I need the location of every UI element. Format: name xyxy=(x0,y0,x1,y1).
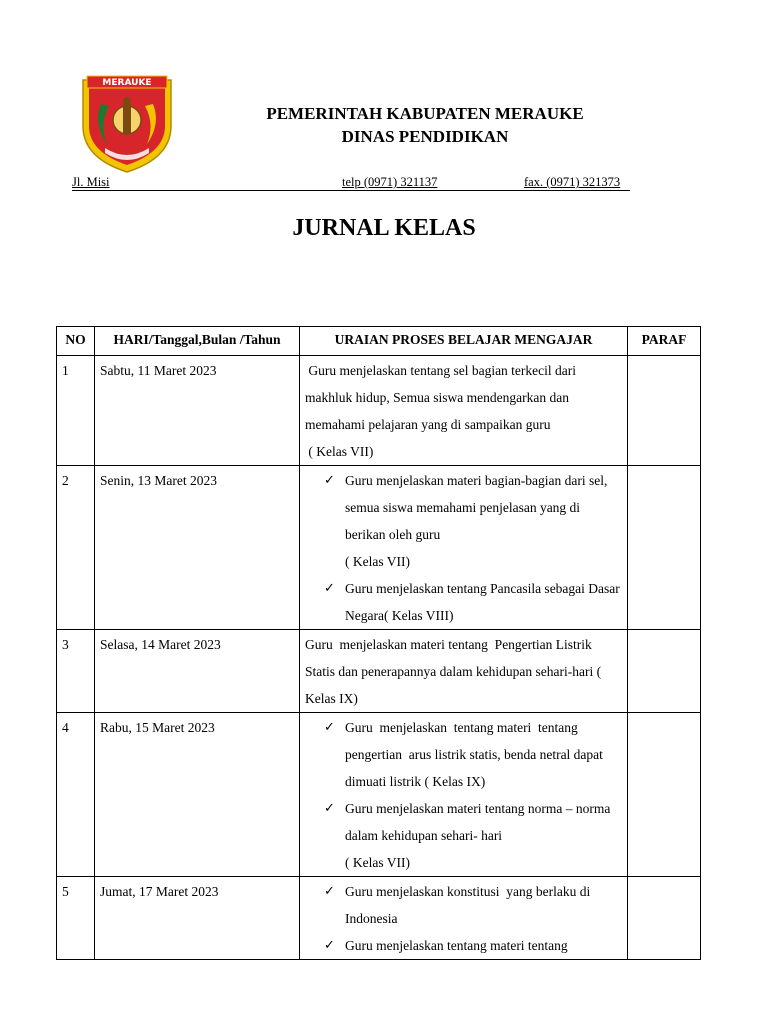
row-number: 5 xyxy=(57,877,95,960)
table-header-row xyxy=(57,327,701,356)
description-text: Guru menjelaskan materi bagian-bagian dari sel, semua siswa memahami penjelasan yang di berikan oleh guru xyxy=(345,473,608,542)
fax-text: fax. (0971) 321373 xyxy=(524,175,621,189)
document-title: JURNAL KELAS xyxy=(292,215,476,241)
table-row xyxy=(57,713,701,877)
description-item: ✓ Guru menjelaskan tentang materi tentang xyxy=(345,932,622,959)
row-number: 3 xyxy=(57,630,95,713)
telephone-text: telp (0971) 321137 xyxy=(342,175,438,189)
row-description xyxy=(300,877,628,960)
row-paraf xyxy=(628,466,701,630)
description-text: Guru menjelaskan materi tentang norma – norma dalam kehidupan sehari- hari xyxy=(345,801,611,843)
class-note: ( Kelas VII) xyxy=(345,554,410,569)
row-paraf xyxy=(628,877,701,960)
header-paraf: PARAF xyxy=(628,327,701,356)
row-date: Senin, 13 Maret 2023 xyxy=(95,466,300,630)
header-description: URAIAN PROSES BELAJAR MENGAJAR xyxy=(300,327,628,356)
row-paraf xyxy=(628,356,701,466)
row-date: Rabu, 15 Maret 2023 xyxy=(95,713,300,877)
row-description xyxy=(300,466,628,630)
row-number: 4 xyxy=(57,713,95,877)
journal-table xyxy=(56,326,701,960)
logo-label: MERAUKE xyxy=(102,78,152,88)
contact-line xyxy=(72,175,630,191)
table-row xyxy=(57,877,701,960)
description-text: Guru menjelaskan materi tentang Pengertian Listrik Statis dan penerapannya dalam kehidupan sehari-hari ( Kelas IX) xyxy=(305,637,605,706)
description-item xyxy=(345,795,622,876)
row-date: Selasa, 14 Maret 2023 xyxy=(95,630,300,713)
agency-title: PEMERINTAH KABUPATEN MERAUKE xyxy=(266,104,584,123)
table-row xyxy=(57,466,701,630)
description-item: ✓ Guru menjelaskan tentang Pancasila sebagai Dasar Negara( Kelas VIII) xyxy=(345,575,622,629)
department-title: DINAS PENDIDIKAN xyxy=(341,127,509,146)
address-text: Jl. Misi xyxy=(72,175,110,189)
table-row xyxy=(57,630,701,713)
row-description xyxy=(300,356,628,466)
row-number: 2 xyxy=(57,466,95,630)
description-item: ✓ Guru menjelaskan konstitusi yang berlaku di Indonesia xyxy=(345,878,622,932)
row-number: 1 xyxy=(57,356,95,466)
row-description xyxy=(300,713,628,877)
description-item: ✓ Guru menjelaskan tentang materi tentang pengertian arus listrik statis, benda netral dapat dimuati listrik ( Kelas IX) xyxy=(345,714,622,795)
row-date: Sabtu, 11 Maret 2023 xyxy=(95,356,300,466)
header-no: NO xyxy=(57,327,95,356)
header-date: HARI/Tanggal,Bulan /Tahun xyxy=(95,327,300,356)
row-paraf xyxy=(628,630,701,713)
class-note: ( Kelas VII) xyxy=(305,444,374,459)
row-date: Jumat, 17 Maret 2023 xyxy=(95,877,300,960)
row-paraf xyxy=(628,713,701,877)
table-row xyxy=(57,356,701,466)
class-note: ( Kelas VII) xyxy=(345,855,410,870)
row-description xyxy=(300,630,628,713)
merauke-logo xyxy=(79,74,175,174)
description-text: Guru menjelaskan tentang sel bagian terkecil dari makhluk hidup, Semua siswa mendengarkan dan memahami pelajaran yang di sampaikan guru xyxy=(305,363,580,432)
description-item xyxy=(345,467,622,575)
